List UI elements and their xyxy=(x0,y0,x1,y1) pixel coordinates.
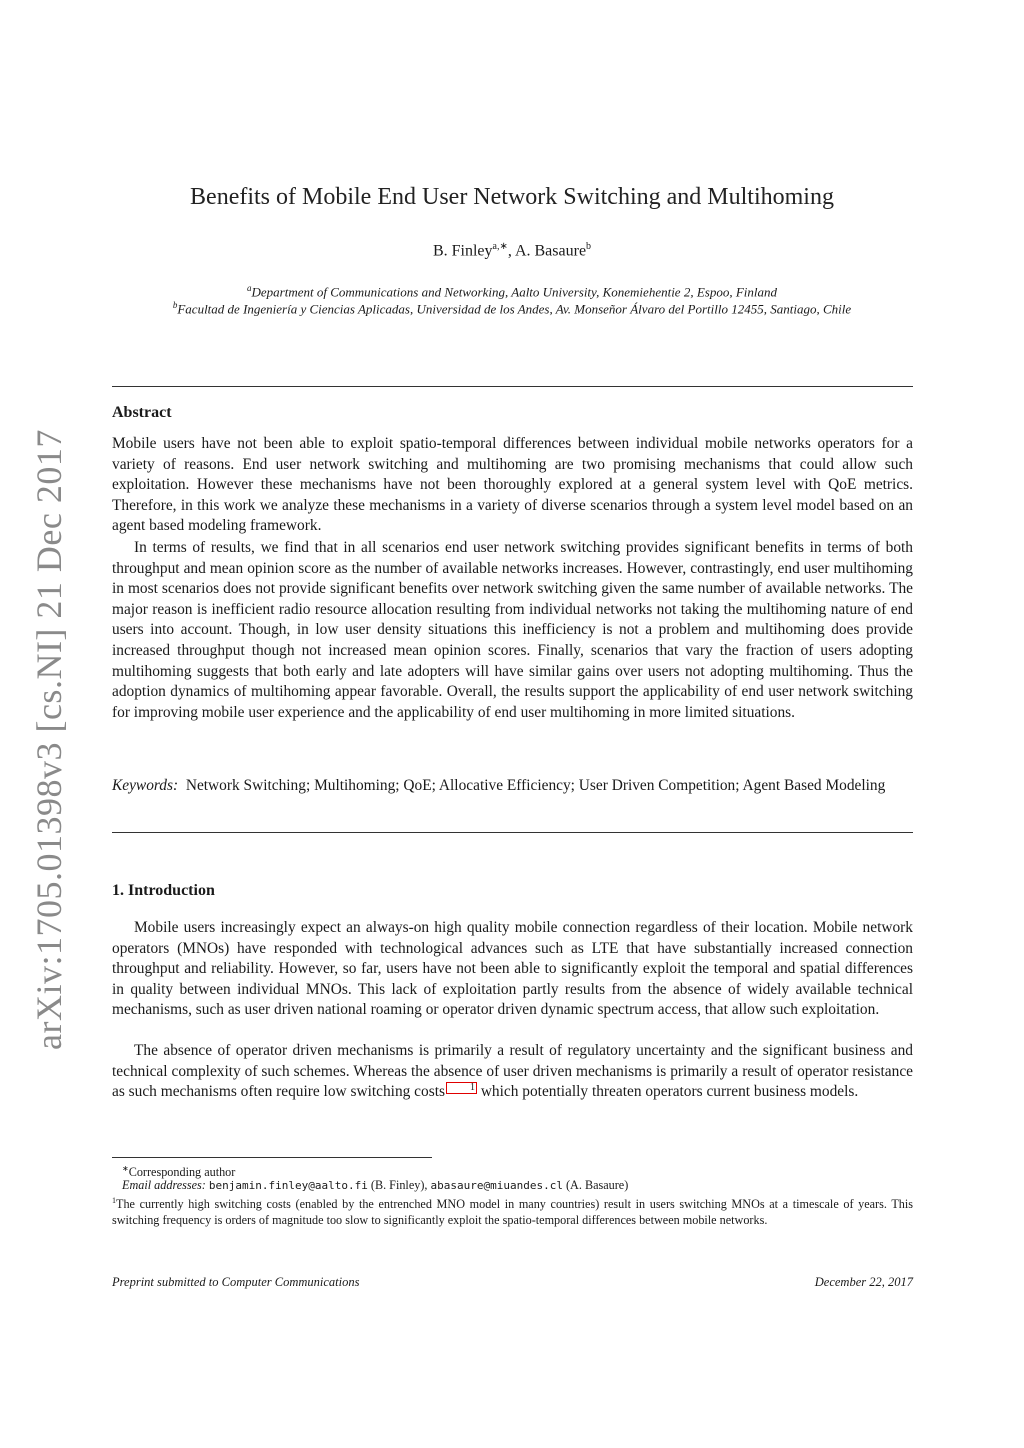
author-list xyxy=(112,241,912,260)
email-owner: (B. Finley), xyxy=(367,1178,431,1192)
abstract-paragraph: Mobile users have not been able to exploit spatio-temporal differences between individual mobile networks operators for a variety of reasons. End user network switching and multihoming are two promising mechanisms that could allow such exploitation. However these mechanisms have not been thoroughly explored at a general system level with QoE metrics. Therefore, in this work we analyze these mechanisms in a variety of diverse scenarios through a system level model based on an agent based modeling framework. xyxy=(112,435,913,535)
abstract-heading: Abstract xyxy=(112,404,172,421)
footnote-link[interactable]: 1 xyxy=(446,1082,477,1094)
affiliation-text: Department of Communications and Networking, Aalto University, Konemiehentie 2, Espoo, Finland xyxy=(251,284,777,300)
footnote-divider xyxy=(112,1157,432,1158)
email-owner: (A. Basaure) xyxy=(562,1178,629,1192)
author-affil-marker: a,∗ xyxy=(492,241,508,252)
introduction-paragraph xyxy=(112,1041,913,1103)
arxiv-identifier-stamp: arXiv:1705.01398v3 [cs.NI] 21 Dec 2017 xyxy=(29,429,69,1050)
paragraph-text: The absence of operator driven mechanisms is primarily a result of regulatory uncertainty and the significant business and technical complexity of such schemes. Whereas the absence of user driven mechanisms is primarily a result of operator resistance as such mechanisms often require low switching costs xyxy=(112,1042,913,1101)
keywords-text: Network Switching; Multihoming; QoE; Allocative Efficiency; User Driven Competition; Agent Based Modeling xyxy=(185,777,886,794)
footnote-marker: ∗ xyxy=(122,1164,129,1173)
author-name: B. Finley xyxy=(432,242,493,260)
paragraph-text: which potentially threaten operators current business models. xyxy=(476,1083,859,1101)
paper-title: Benefits of Mobile End User Network Switching and Multihoming xyxy=(190,184,834,210)
footnote-1 xyxy=(112,1193,913,1228)
divider-bottom xyxy=(112,832,913,833)
footer-submission-note: Preprint submitted to Computer Communications xyxy=(112,1275,360,1289)
affiliation-marker: a xyxy=(247,283,252,293)
footer-date: December 22, 2017 xyxy=(814,1275,913,1289)
affiliation-b xyxy=(108,297,916,317)
email-link[interactable]: benjamin.finley@aalto.fi xyxy=(208,1179,368,1192)
footnote-emails xyxy=(122,1177,912,1194)
introduction-paragraph: Mobile users increasingly expect an always-on high quality mobile connection regardless of their location. Mobile network operators (MNOs) have responded with technological advances such as LTE that have substantially increased connection throughput and reliability. However, so far, users have not been able to significantly exploit the temporal and spatial differences in quality between individual MNOs. This lack of exploitation partly results from the absence of widely available technical mechanisms, such as user driven national roaming or operator driven dynamic spectrum access, that allow such exploitation. xyxy=(112,919,913,1019)
footnote-text: The currently high switching costs (enabled by the entrenched MNO model in many countries) result in users switching MNOs at a timescale of years. This switching frequency is orders of magnitude too slow to significantly exploit the spatio-temporal differences between mobile networks. xyxy=(112,1197,913,1228)
footnote-text: Corresponding author xyxy=(128,1165,236,1180)
author-affil-marker: b xyxy=(586,241,592,252)
email-link[interactable]: abasaure@miuandes.cl xyxy=(430,1179,563,1192)
affiliation-marker: b xyxy=(172,300,178,310)
keywords xyxy=(112,776,913,797)
divider-top xyxy=(112,386,913,387)
email-label: Email addresses: xyxy=(122,1178,206,1192)
footnote-marker: 1 xyxy=(112,1196,116,1205)
author-name: A. Basaure xyxy=(514,242,587,260)
abstract-paragraph: In terms of results, we find that in all scenarios end user network switching provides significant benefits in terms of both throughput and mean opinion score as the number of available networks increases. However, contrastingly, end user multihoming in most scenarios does not provide significant benefits over network switching given the same number of available networks. The major reason is inefficient radio resource allocation resulting from individual networks not taking the multihoming nature of end users into account. Though, in low user density situations this inefficiency is not a problem and multihoming does provide increased throughput though not increased mean opinion scores. Finally, scenarios that vary the fraction of users adopting multihoming suggests that both early and late adopters will have similar gains over users not adopting multihoming. Thus the adoption dynamics of multihoming appear favorable. Overall, the results support the applicability of end user network switching for improving mobile user experience and the applicability of end user multihoming in more limited situations. xyxy=(112,539,913,721)
affiliation-text: Facultad de Ingeniería y Ciencias Aplicadas, Universidad de los Andes, Av. Monseñor Álvaro del Portillo 12455, Santiago, Chile xyxy=(177,301,852,317)
author-separator: , xyxy=(507,242,515,260)
keywords-label: Keywords: xyxy=(112,777,179,794)
introduction-heading: 1. Introduction xyxy=(112,882,215,899)
